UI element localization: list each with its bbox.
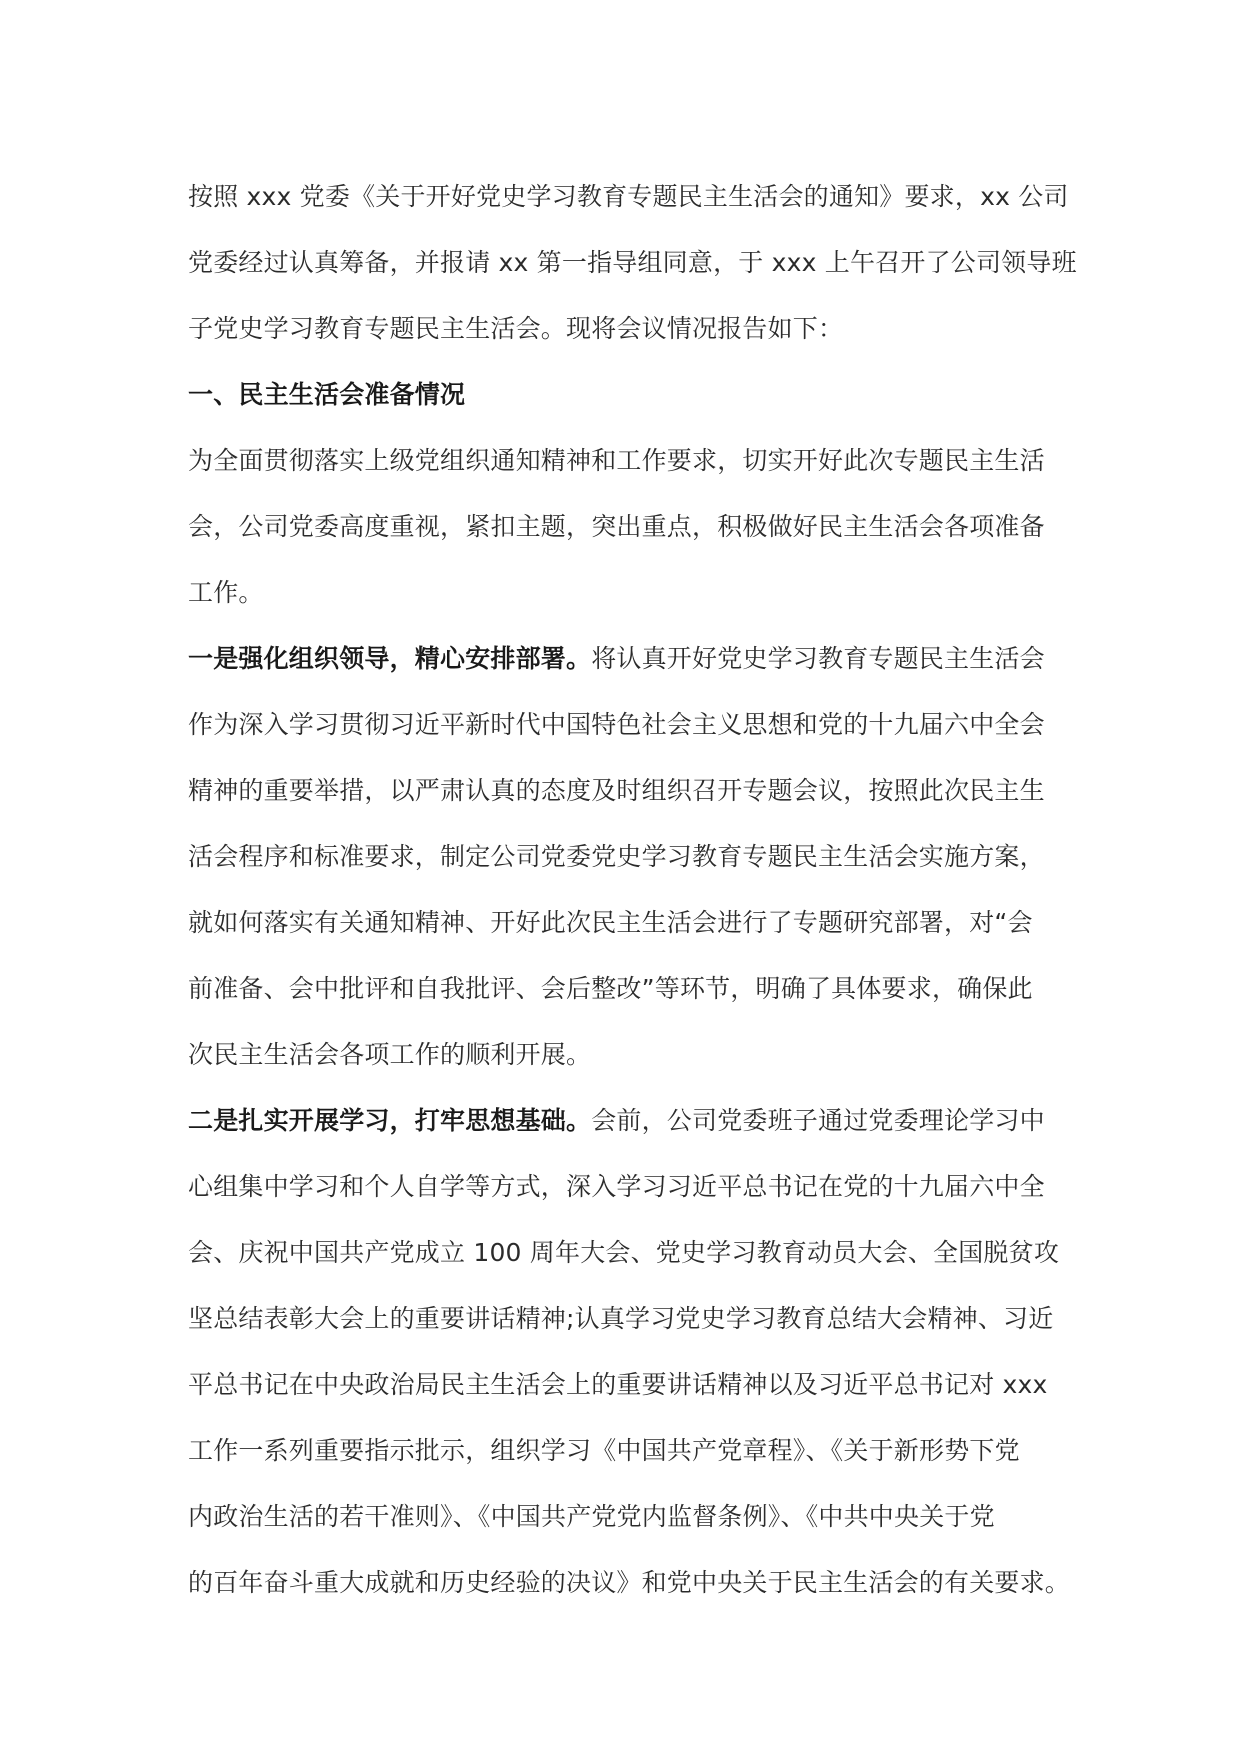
para1-line-2: 会，公司党委高度重视，紧扣主题，突出重点，积极做好民主生活会各项准备 bbox=[188, 512, 1045, 541]
intro-line-1: 按照 xxx 党委《关于开好党史学习教育专题民主生活会的通知》要求，xx 公司 bbox=[188, 182, 1069, 211]
item1-line-7: 次民主生活会各项工作的顺利开展。 bbox=[188, 1040, 592, 1069]
item2-first-rest: 会前，公司党委班子通过党委理论学习中 bbox=[591, 1106, 1045, 1135]
item2-line-2: 心组集中学习和个人自学等方式，深入学习习近平总书记在党的十九届六中全 bbox=[188, 1172, 1045, 1201]
section-heading: 一、民主生活会准备情况 bbox=[188, 380, 466, 409]
intro-line-3: 子党史学习教育专题民主生活会。现将会议情况报告如下： bbox=[188, 314, 844, 343]
item2-first-line bbox=[188, 1088, 1054, 1154]
item1-first-rest: 将认真开好党史学习教育专题民主生活会 bbox=[591, 644, 1045, 673]
item2-line-3: 会、庆祝中国共产党成立 100 周年大会、党史学习教育动员大会、全国脱贫攻 bbox=[188, 1238, 1060, 1267]
item2-line-8: 的百年奋斗重大成就和历史经验的决议》和党中央关于民主生活会的有关要求。 bbox=[188, 1568, 1071, 1597]
intro-line-2: 党委经过认真筹备，并报请 xx 第一指导组同意，于 xxx 上午召开了公司领导班 bbox=[188, 248, 1077, 277]
item1-line-3: 精神的重要举措，以严肃认真的态度及时组织召开专题会议，按照此次民主生 bbox=[188, 776, 1045, 805]
item1-line-2: 作为深入学习贯彻习近平新时代中国特色社会主义思想和党的十九届六中全会 bbox=[188, 710, 1045, 739]
document-body bbox=[188, 164, 1077, 1616]
item2-line-7: 内政治生活的若干准则》、《中国共产党党内监督条例》、《中共中央关于党 bbox=[188, 1502, 995, 1531]
item2-line-6: 工作一系列重要指示批示，组织学习《中国共产党章程》、《关于新形势下党 bbox=[188, 1436, 1020, 1465]
item1-line-4: 活会程序和标准要求，制定公司党委党史学习教育专题民主生活会实施方案， bbox=[188, 842, 1045, 871]
item1-lead: 一是强化组织领导，精心安排部署。 bbox=[188, 644, 592, 673]
item1-first-line bbox=[188, 626, 1054, 692]
para1-line-3: 工作。 bbox=[188, 578, 264, 607]
item2-line-5: 平总书记在中央政治局民主生活会上的重要讲话精神以及习近平总书记对 xxx bbox=[188, 1370, 1048, 1399]
item1-line-6: 前准备、会中批评和自我批评、会后整改”等环节，明确了具体要求，确保此 bbox=[188, 974, 1033, 1003]
item1-line-5: 就如何落实有关通知精神、开好此次民主生活会进行了专题研究部署，对“会 bbox=[188, 908, 1033, 937]
item2-lead: 二是扎实开展学习，打牢思想基础。 bbox=[188, 1106, 592, 1135]
item2-line-4: 坚总结表彰大会上的重要讲话精神;认真学习党史学习教育总结大会精神、习近 bbox=[188, 1304, 1054, 1333]
para1-line-1: 为全面贯彻落实上级党组织通知精神和工作要求，切实开好此次专题民主生活 bbox=[188, 446, 1045, 475]
